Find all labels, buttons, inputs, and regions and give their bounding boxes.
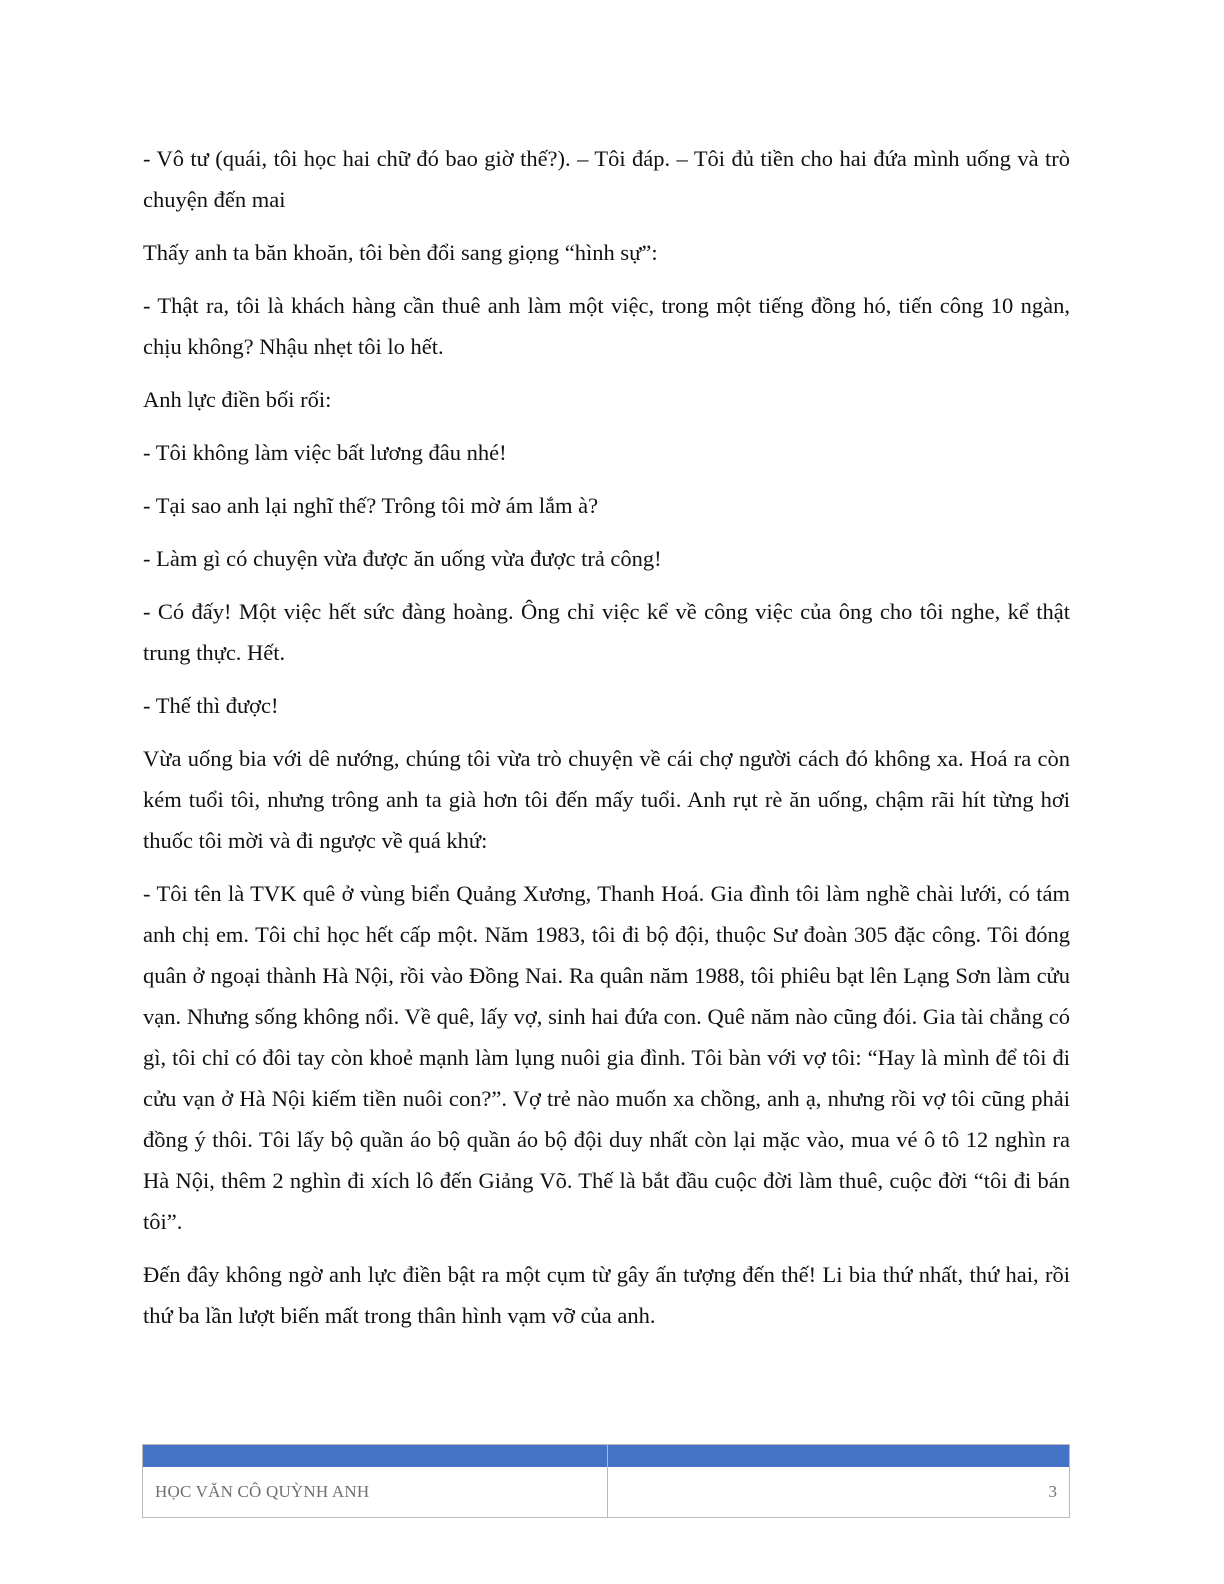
document-body <box>143 138 1070 1348</box>
footer-left-cell <box>143 1445 608 1517</box>
footer-band <box>608 1445 1069 1467</box>
paragraph: Đến đây không ngờ anh lực điền bật ra một cụm từ gây ấn tượng đến thế! Li bia thứ nhất, thứ hai, rồi thứ ba lần lượt biến mất trong thân hình vạm vỡ của anh. <box>143 1262 1070 1328</box>
footer-band <box>143 1445 607 1467</box>
paragraph: - Vô tư (quái, tôi học hai chữ đó bao giờ thế?). – Tôi đáp. – Tôi đủ tiền cho hai đứa mình uống và trò chuyện đến mai <box>143 146 1070 212</box>
paragraph: - Thế thì được! <box>143 693 279 718</box>
paragraph: - Làm gì có chuyện vừa được ăn uống vừa được trả công! <box>143 546 662 571</box>
paragraph: - Thật ra, tôi là khách hàng cần thuê anh làm một việc, trong một tiếng đồng hó, tiến công 10 ngàn, chịu không? Nhậu nhẹt tôi lo hết. <box>143 293 1070 359</box>
paragraph: - Có đấy! Một việc hết sức đàng hoàng. Ông chỉ việc kể về công việc của ông cho tôi nghe, kể thật trung thực. Hết. <box>143 599 1070 665</box>
page-footer <box>142 1444 1070 1518</box>
page-number: 3 <box>1048 1482 1057 1501</box>
paragraph: - Tôi tên là TVK quê ở vùng biển Quảng Xương, Thanh Hoá. Gia đình tôi làm nghề chài lưới, có tám anh chị em. Tôi chỉ học hết cấp một. Năm 1983, tôi đi bộ đội, thuộc Sư đoàn 305 đặc công. Tôi đóng quân ở ngoại thành Hà Nội, rồi vào Đồng Nai. Ra quân năm 1988, tôi phiêu bạt lên Lạng Sơn làm cửu vạn. Nhưng sống không nổi. Về quê, lấy vợ, sinh hai đứa con. Quê năm nào cũng đói. Gia tài chẳng có gì, tôi chỉ có đôi tay còn khoẻ mạnh làm lụng nuôi gia đình. Tôi bàn với vợ tôi: “Hay là mình để tôi đi cửu vạn ở Hà Nội kiếm tiền nuôi con?”. Vợ trẻ nào muốn xa chồng, anh ạ, nhưng rồi vợ tôi cũng phải đồng ý thôi. Tôi lấy bộ quần áo bộ quần áo bộ đội duy nhất còn lại mặc vào, mua vé ô tô 12 nghìn ra Hà Nội, thêm 2 nghìn đi xích lô đến Giảng Võ. Thế là bắt đầu cuộc đời làm thuê, cuộc đời “tôi đi bán tôi”. <box>143 881 1070 1234</box>
footer-title: HỌC VĂN CÔ QUỲNH ANH <box>155 1482 370 1501</box>
paragraph: Anh lực điền bối rối: <box>143 387 332 412</box>
footer-right-cell <box>608 1445 1069 1517</box>
paragraph: Vừa uống bia với dê nướng, chúng tôi vừa trò chuyện về cái chợ người cách đó không xa. Hoá ra còn kém tuổi tôi, nhưng trông anh ta già hơn tôi đến mấy tuổi. Anh rụt rè ăn uống, chậm rãi hít từng hơi thuốc tôi mời và đi ngược về quá khứ: <box>143 746 1070 853</box>
paragraph: - Tôi không làm việc bất lương đâu nhé! <box>143 440 507 465</box>
paragraph: Thấy anh ta băn khoăn, tôi bèn đổi sang giọng “hình sự”: <box>143 240 658 265</box>
paragraph: - Tại sao anh lại nghĩ thế? Trông tôi mờ ám lắm à? <box>143 493 599 518</box>
